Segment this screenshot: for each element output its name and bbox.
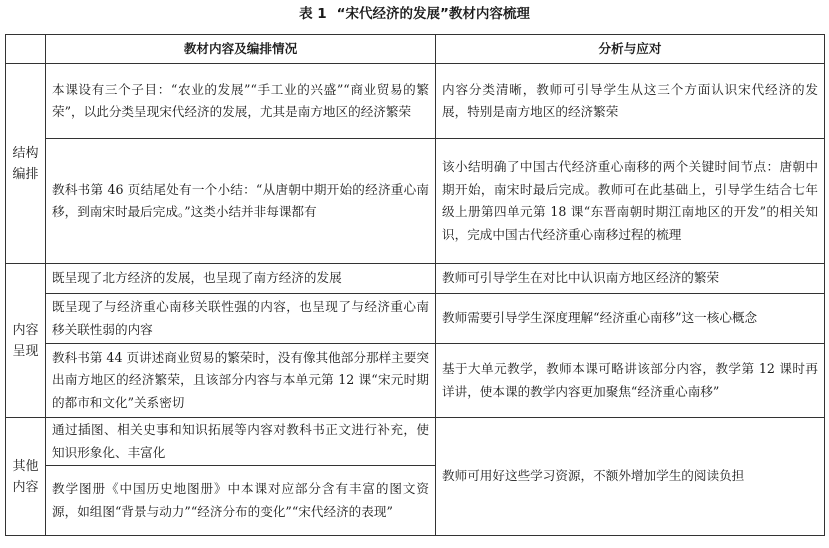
- table-number: 表 1: [299, 6, 327, 22]
- analysis-cell: 基于大单元教学，教师本课可略讲该部分内容，教学第 12 课时再详讲，使本课的教学内容更加聚焦“经济重心南移”: [436, 344, 825, 418]
- category-other: 其他内容: [6, 418, 46, 536]
- header-analysis: 分析与应对: [436, 35, 825, 64]
- analysis-cell: 教师可引导学生在对比中认识南方地区经济的繁荣: [436, 264, 825, 294]
- content-cell: 教学图册《中国历史地图册》中本课对应部分含有丰富的图文资源，如组图“背景与动力”“经济分布的变化”“宋代经济的表现”: [46, 466, 436, 536]
- content-cell: 既呈现了北方经济的发展，也呈现了南方经济的发展: [46, 264, 436, 294]
- category-presentation: 内容呈现: [6, 264, 46, 418]
- table-header-row: [6, 35, 825, 64]
- analysis-cell: 内容分类清晰，教师可引导学生从这三个方面认识宋代经济的发展，特别是南方地区的经济繁荣: [436, 64, 825, 139]
- table-row: [6, 264, 825, 294]
- analysis-cell: 教师可用好这些学习资源，不额外增加学生的阅读负担: [436, 418, 825, 536]
- table-row: [6, 294, 825, 344]
- content-table: [5, 34, 825, 536]
- table-title: “宋代经济的发展”教材内容梳理: [336, 6, 530, 22]
- table-caption: [0, 0, 829, 28]
- analysis-cell: 教师需要引导学生深度理解“经济重心南移”这一核心概念: [436, 294, 825, 344]
- table-row: [6, 418, 825, 466]
- table-row: [6, 139, 825, 264]
- header-content: 教材内容及编排情况: [46, 35, 436, 64]
- header-corner: [6, 35, 46, 64]
- table-row: [6, 344, 825, 418]
- content-cell: 既呈现了与经济重心南移关联性强的内容，也呈现了与经济重心南移关联性弱的内容: [46, 294, 436, 344]
- category-structure: 结构编排: [6, 64, 46, 264]
- table-row: [6, 64, 825, 139]
- content-cell: 教科书第 44 页讲述商业贸易的繁荣时，没有像其他部分那样主要突出南方地区的经济繁荣，且该部分内容与本单元第 12 课“宋元时期的都市和文化”关系密切: [46, 344, 436, 418]
- content-cell: 本课设有三个子目：“农业的发展”“手工业的兴盛”“商业贸易的繁荣”，以此分类呈现宋代经济的发展，尤其是南方地区的经济繁荣: [46, 64, 436, 139]
- content-cell: 通过插图、相关史事和知识拓展等内容对教科书正文进行补充，使知识形象化、丰富化: [46, 418, 436, 466]
- content-cell: 教科书第 46 页结尾处有一个小结：“从唐朝中期开始的经济重心南移，到南宋时最后完成。”这类小结并非每课都有: [46, 139, 436, 264]
- analysis-cell: 该小结明确了中国古代经济重心南移的两个关键时间节点：唐朝中期开始，南宋时最后完成。教师可在此基础上，引导学生结合七年级上册第四单元第 18 课“东晋南朝时期江南地区的开发”的相关知识，完成中国古代经济重心南移过程的梳理: [436, 139, 825, 264]
